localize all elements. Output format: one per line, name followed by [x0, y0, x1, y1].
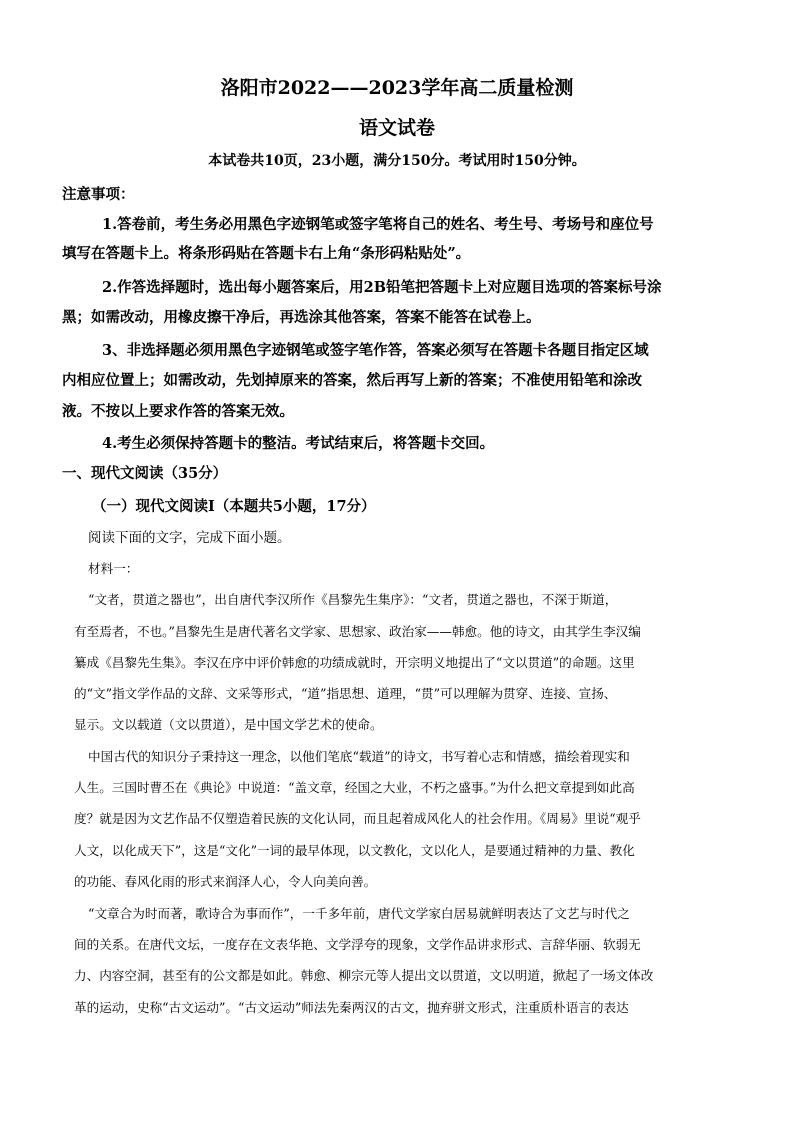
passage-line: 纂成《昌黎先生集》。李汉在序中评价韩愈的功绩成就时，开宗明义地提出了“文以贯道”的命题。这里 [74, 655, 635, 670]
passage-line: 力、内容空洞，甚至有的公文都是如此。韩愈、柳宗元等人提出文以贯道，文以明道，掀起了一场文体改 [74, 968, 654, 983]
subsection-heading: （一）现代文阅读Ⅰ（本题共5小题，17分） [92, 498, 376, 515]
notice-line: 填写在答题卡上。将条形码贴在答题卡右上角“条形码粘贴处”。 [62, 245, 471, 262]
passage-line: 人生。三国时曹丕在《典论》中说道：“盖文章，经国之大业，不朽之盛事。”为什么把文章提到如此高 [74, 780, 635, 795]
notice-line: 3、非选择题必须用黑色字迹钢笔或签字笔作答，答案必须写在答题卡各题目指定区域 [102, 342, 649, 359]
passage-line: 间的关系。在唐代文坛，一度存在文表华艳、文学浮夸的现象，文学作品讲求形式、言辞华丽、软弱无 [74, 937, 641, 952]
notice-line: 黑；如需改动，用橡皮擦干净后，再选涂其他答案，答案不能答在试卷上。 [62, 309, 541, 326]
passage-line: 人文，以化成天下”，这是“文化”一词的最早体现，以文教化，文以化人，是要通过精神的力量、教化 [74, 843, 635, 858]
material-label: 材料一： [88, 561, 139, 576]
passage-line: “文者，贯道之器也”，出自唐代李汉所作《昌黎先生集序》：“文者，贯道之器也，不深于斯道， [88, 592, 618, 607]
passage-line: 有至焉者，不也。”昌黎先生是唐代著名文学家、思想家、政治家——韩愈。他的诗文，由其学生李汉编 [74, 624, 641, 639]
notice-line: 内相应位置上；如需改动，先划掉原来的答案，然后再写上新的答案；不准使用铅笔和涂改 [62, 372, 642, 389]
exam-title: 洛阳市2022——2023学年高二质量检测 [220, 77, 574, 99]
notice-line: 1.答卷前，考生务必用黑色字迹钢笔或签字笔将自己的姓名、考生号、考场号和座位号 [102, 216, 654, 233]
reading-instruction: 阅读下面的文字，完成下面小题。 [88, 530, 291, 546]
notice-line: 4.考生必须保持答题卡的整洁。考试结束后，将答题卡交回。 [102, 435, 495, 452]
notice-line: 液。不按以上要求作答的答案无效。 [62, 403, 294, 420]
passage-line: “文章合为时而著，歌诗合为事而作”，一千多年前，唐代文学家白居易就鲜明表达了文艺与时代之 [88, 906, 630, 921]
passage-line: 显示。文以载道（文以贯道），是中国文学艺术的使命。 [74, 717, 383, 732]
passage-line: 革的运动，史称“古文运动”。“古文运动”师法先秦两汉的古文，抛弃骈文形式，注重质朴语言的表达 [74, 1000, 629, 1015]
notice-line: 2.作答选择题时，选出每小题答案后，用2B铅笔把答题卡上对应题目选项的答案标号涂 [102, 279, 662, 296]
passage-line: 的“文”指文学作品的文辞、文采等形式，“道”指思想、道理，“贯”可以理解为贯穿、连接、宣扬、 [74, 686, 617, 701]
subject-title: 语文试卷 [358, 117, 435, 139]
notice-heading: 注意事项： [62, 186, 135, 203]
passage-line: 度？就是因为文艺作品不仅塑造着民族的文化认同，而且起着成风化人的社会作用。《周易》里说“观乎 [74, 811, 641, 826]
passage-line: 中国古代的知识分子秉持这一理念，以他们笔底“载道”的诗文，书写着心志和情感，描绘着现实和 [88, 749, 630, 764]
passage-line: 的功能、春风化雨的形式来润泽人心，令人向美向善。 [74, 874, 377, 889]
section-heading: 一、现代文阅读（35分） [62, 465, 228, 482]
exam-info: 本试卷共10页，23小题，满分150分。考试用时150分钟。 [208, 153, 586, 169]
